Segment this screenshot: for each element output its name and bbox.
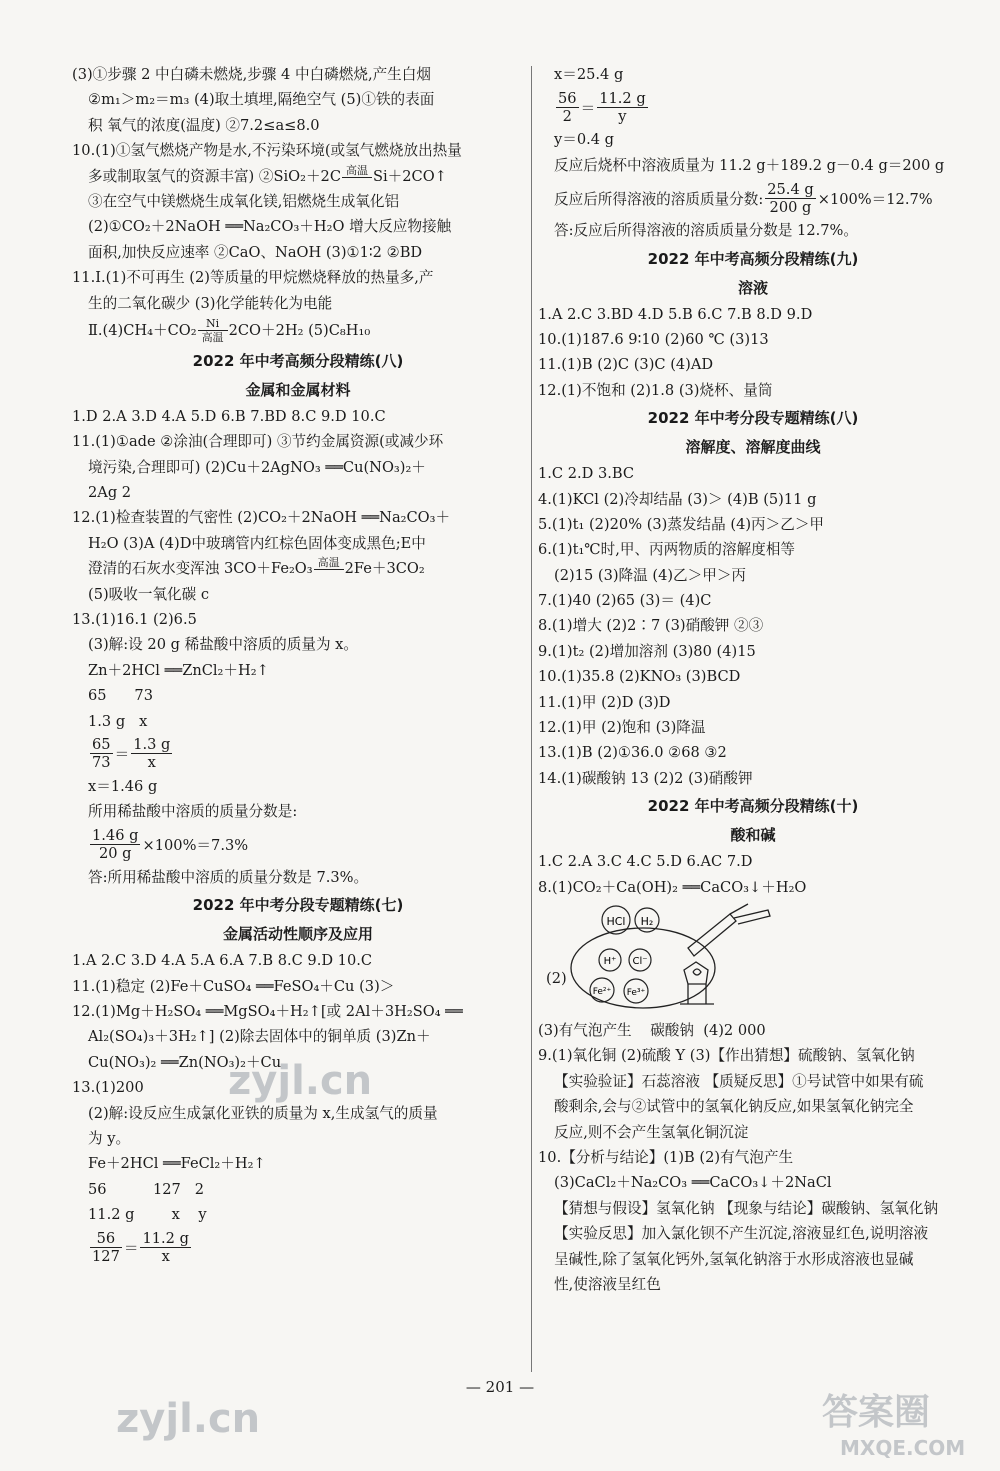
equation-line: Zn＋2HCl ══ZnCl₂＋H₂↑ [88, 661, 269, 679]
answer-line: 所用稀盐酸中溶质的质量分数是: [88, 803, 298, 821]
proportion-fraction: $\frac{56}{2}$ ＝ $\frac{11.2 g}{y}$ [558, 89, 646, 125]
watermark: zyjl.cn [228, 1058, 373, 1104]
watermark: zyjl.cn [116, 1396, 261, 1442]
answer-line: 【实验验证】石蕊溶液 【质疑反思】①号试管中如果有硫 [554, 1072, 924, 1090]
answer-line: 10.【分析与结论】(1)B (2)有气泡产生 [538, 1148, 794, 1166]
answer-line: 2Ag 2 [88, 484, 132, 502]
answer-line: 13.(1)200 [72, 1079, 144, 1097]
answer-line: 4.(1)KCl (2)冷却结晶 (3)＞ (4)B (5)11 g [538, 490, 817, 508]
answer-line: H₂O (3)A (4)D中玻璃管内红棕色固体变成黑色;E中 [88, 534, 426, 552]
answer-line: Al₂(SO₄)₃＋3H₂↑] (2)除去固体中的铜单质 (3)Zn＋ [88, 1028, 431, 1046]
ion-diagram-figure [538, 900, 778, 1018]
answer-line: 1.A 2.C 3.D 4.A 5.A 6.A 7.B 8.C 9.D 10.C [72, 952, 373, 970]
answer-line: 1.C 2.D 3.BC [538, 465, 635, 483]
answer-line: 答:所用稀盐酸中溶质的质量分数是 7.3%。 [88, 868, 369, 886]
answer-line: (2)15 (3)降温 (4)乙＞甲＞丙 [554, 566, 747, 584]
section-heading: 2022 年中考高频分段精练(九) [647, 249, 859, 268]
test-tube-apparatus [680, 904, 770, 1004]
section-subheading: 溶液 [737, 278, 768, 297]
answer-line: x＝1.46 g [88, 777, 158, 795]
ion-label-hplus: H⁺ [603, 955, 617, 967]
answer-line: 8.(1)增大 (2)2∶7 (3)硝酸钾 ②③ [538, 617, 764, 635]
answer-line: 1.D 2.A 3.D 4.A 5.D 6.B 7.BD 8.C 9.D 10.C [72, 407, 386, 425]
answer-line: 1.C 2.A 3.C 4.C 5.D 6.AC 7.D [538, 853, 753, 871]
column-divider [531, 66, 532, 1372]
answer-line: 酸剩余,会与②试管中的氢氧化钠反应,如果氢氧化钠完全 [554, 1098, 914, 1116]
proportion-fraction: $\frac{56}{127}$ ＝ $\frac{11.2 g}{x}$ [92, 1229, 189, 1265]
section-subheading: 酸和碱 [730, 826, 776, 845]
answer-line: (5)吸收一氧化碳 c [88, 585, 210, 603]
answer-line: 境污染,合理即可) (2)Cu＋2AgNO₃ ══Cu(NO₃)₂＋ [88, 458, 426, 476]
answer-line: 【猜想与假设】氢氧化钠 【现象与结论】碳酸钠、氢氧化钠 [554, 1199, 939, 1217]
answer-line: (3)①步骤 2 中白磷未燃烧,步骤 4 中白磷燃烧,产生白烟 [72, 66, 431, 83]
percentage-fraction: $\frac{1.46 g}{20 g}$ ×100%＝7.3% [92, 827, 249, 863]
equation-line: 多或制取氢气的资源丰富) ②SiO₂＋2C 高温 Si＋2CO↑ [72, 164, 524, 189]
answer-line: (3)CaCl₂＋Na₂CO₃ ══CaCO₃↓＋2NaCl [554, 1174, 832, 1192]
equation-line: 澄清的石灰水变浑浊 3CO＋Fe₂O₃ 高温 2Fe＋3CO₂ [72, 556, 524, 581]
ion-label-cl: Cl⁻ [632, 955, 648, 967]
right-column [538, 62, 968, 1297]
answer-line: 13.(1)B (2)①36.0 ②68 ③2 [538, 744, 727, 762]
reaction-condition: 高温 [342, 164, 372, 190]
watermark: 答案圈 [822, 1392, 931, 1433]
answer-line: 11.(1)B (2)C (3)C (4)AD [538, 356, 714, 374]
answer-line: 12.(1)不饱和 (2)1.8 (3)烧杯、量筒 [538, 381, 773, 399]
answer-line: 积 氧气的浓度(温度) ②7.2≤a≤8.0 [88, 116, 320, 134]
answer-line: 反应后烧杯中溶液质量为 11.2 g＋189.2 g－0.4 g＝200 g [554, 156, 945, 174]
answer-line: 56 127 2 [88, 1180, 205, 1198]
answer-line: 10.(1)35.8 (2)KNO₃ (3)BCD [538, 668, 741, 686]
answer-line: 11.2 g x y [88, 1206, 207, 1224]
answer-line: x＝25.4 g [554, 66, 624, 83]
answer-line: (2)①CO₂＋2NaOH ══Na₂CO₃＋H₂O 增大反应物接触 [88, 218, 452, 236]
answer-line: 1.3 g x [88, 712, 148, 730]
answer-line: (3)解:设 20 g 稀盐酸中溶质的质量为 x。 [88, 636, 359, 654]
answer-line: ②m₁＞m₂＝m₃ (4)取土填埋,隔绝空气 (5)①铁的表面 [88, 91, 435, 109]
answer-line: 反应,则不会产生氢氧化铜沉淀 [554, 1123, 749, 1141]
answer-line: 10.(1)187.6 9∶10 (2)60 ℃ (3)13 [538, 330, 769, 348]
section-subheading: 溶解度、溶解度曲线 [685, 438, 821, 457]
answer-line: 呈碱性,除了氢氧化钙外,氢氧化钠溶于水形成溶液也显碱 [554, 1250, 914, 1268]
answer-line: 生的二氧化碳少 (3)化学能转化为电能 [88, 294, 333, 312]
answer-line: 11.(1)稳定 (2)Fe＋CuSO₄ ══FeSO₄＋Cu (3)＞ [72, 977, 395, 995]
section-heading: 2022 年中考分段专题精练(八) [647, 409, 859, 428]
watermark: MXQE.COM [840, 1436, 966, 1460]
answer-line: 12.(1)Mg＋H₂SO₄ ══MgSO₄＋H₂↑[或 2Al＋3H₂SO₄ ══ [72, 1002, 463, 1020]
answer-line: 12.(1)检查装置的气密性 (2)CO₂＋2NaOH ══Na₂CO₃＋ [72, 509, 451, 527]
answer-line: 答:反应后所得溶液的溶质质量分数是 12.7%。 [554, 222, 859, 240]
answer-line: 8.(1)CO₂＋Ca(OH)₂ ══CaCO₃↓＋H₂O [538, 878, 807, 896]
answer-line: y＝0.4 g [554, 131, 615, 149]
section-subheading: 金属和金属材料 [245, 380, 351, 399]
answer-line: 性,使溶液呈红色 [554, 1275, 661, 1293]
answer-line: 12.(1)甲 (2)饱和 (3)降温 [538, 719, 706, 737]
answer-line: (2)解:设反应生成氯化亚铁的质量为 x,生成氢气的质量 [88, 1104, 438, 1122]
ion-diagram: (2) HCl H₂ H⁺ Cl⁻ Fe²⁺ Fe³⁺ [538, 900, 968, 1018]
proportion-fraction: $\frac{65}{73}$ ＝ $\frac{1.3 g}{x}$ [92, 736, 171, 772]
section-heading: 2022 年中考分段专题精练(七) [192, 896, 404, 915]
answer-line: 10.(1)①氢气燃烧产物是水,不污染环境(或氢气燃烧放出热量 [72, 142, 462, 160]
answer-line: 6.(1)t₁℃时,甲、丙两物质的溶解度相等 [538, 541, 795, 559]
answer-line: 11.(1)甲 (2)D (3)D [538, 693, 671, 711]
answer-line: 11.Ⅰ.(1)不可再生 (2)等质量的甲烷燃烧释放的热量多,产 [72, 269, 434, 287]
answer-line: 9.(1)t₂ (2)增加溶剂 (3)80 (4)15 [538, 642, 756, 660]
answer-line: 14.(1)碳酸钠 13 (2)2 (3)硝酸钾 [538, 769, 753, 787]
section-heading: 2022 年中考高频分段精练(八) [192, 351, 404, 370]
answer-line: 65 73 [88, 687, 153, 705]
reaction-condition: Ni 高温 [198, 317, 228, 344]
answer-line: (3)有气泡产生 碳酸钠 (4)2 000 [538, 1021, 766, 1039]
answer-line: 面积,加快反应速率 ②CaO、NaOH (3)①1∶2 ②BD [88, 243, 423, 261]
section-heading: 2022 年中考高频分段精练(十) [647, 797, 859, 816]
section-subheading: 金属活动性顺序及应用 [222, 925, 373, 944]
page-number: — 201 — [465, 1378, 535, 1396]
answer-line: 为 y。 [88, 1129, 131, 1147]
reaction-condition: 高温 [314, 556, 344, 582]
ion-label-hcl: HCl [606, 914, 626, 928]
answer-line: 11.(1)①ade ②涂油(合理即可) ③节约金属资源(或减少环 [72, 433, 444, 451]
answer-line: 1.A 2.C 3.BD 4.D 5.B 6.C 7.B 8.D 9.D [538, 305, 813, 323]
ion-label-fe2: Fe²⁺ [592, 986, 612, 997]
answer-line: 13.(1)16.1 (2)6.5 [72, 611, 197, 629]
answer-line: 9.(1)氧化铜 (2)硫酸 Y (3)【作出猜想】硫酸钠、氢氧化钠 [538, 1047, 915, 1065]
percentage-fraction: 反应后所得溶液的溶质质量分数: $\frac{25.4 g}{200 g}$ ×100%＝12.7% [554, 180, 933, 216]
ion-label-h2: H₂ [640, 914, 654, 928]
ion-label-fe3: Fe³⁺ [626, 987, 646, 998]
answer-line: 7.(1)40 (2)65 (3)＝ (4)C [538, 592, 712, 610]
answer-line: Cu(NO₃)₂ ══Zn(NO₃)₂＋Cu [88, 1053, 282, 1071]
equation-line: Ⅱ.(4)CH₄＋CO₂ Ni 高温 2CO＋2H₂ (5)C₈H₁₀ [88, 317, 371, 345]
answer-line: 【实验反思】加入氯化钡不产生沉淀,溶液显红色,说明溶液 [554, 1225, 929, 1243]
equation-line: Fe＋2HCl ══FeCl₂＋H₂↑ [88, 1155, 266, 1173]
answer-line: 5.(1)t₁ (2)20% (3)蒸发结晶 (4)丙＞乙＞甲 [538, 515, 825, 533]
answer-line: ③在空气中镁燃烧生成氧化镁,铝燃烧生成氧化铝 [88, 192, 400, 210]
